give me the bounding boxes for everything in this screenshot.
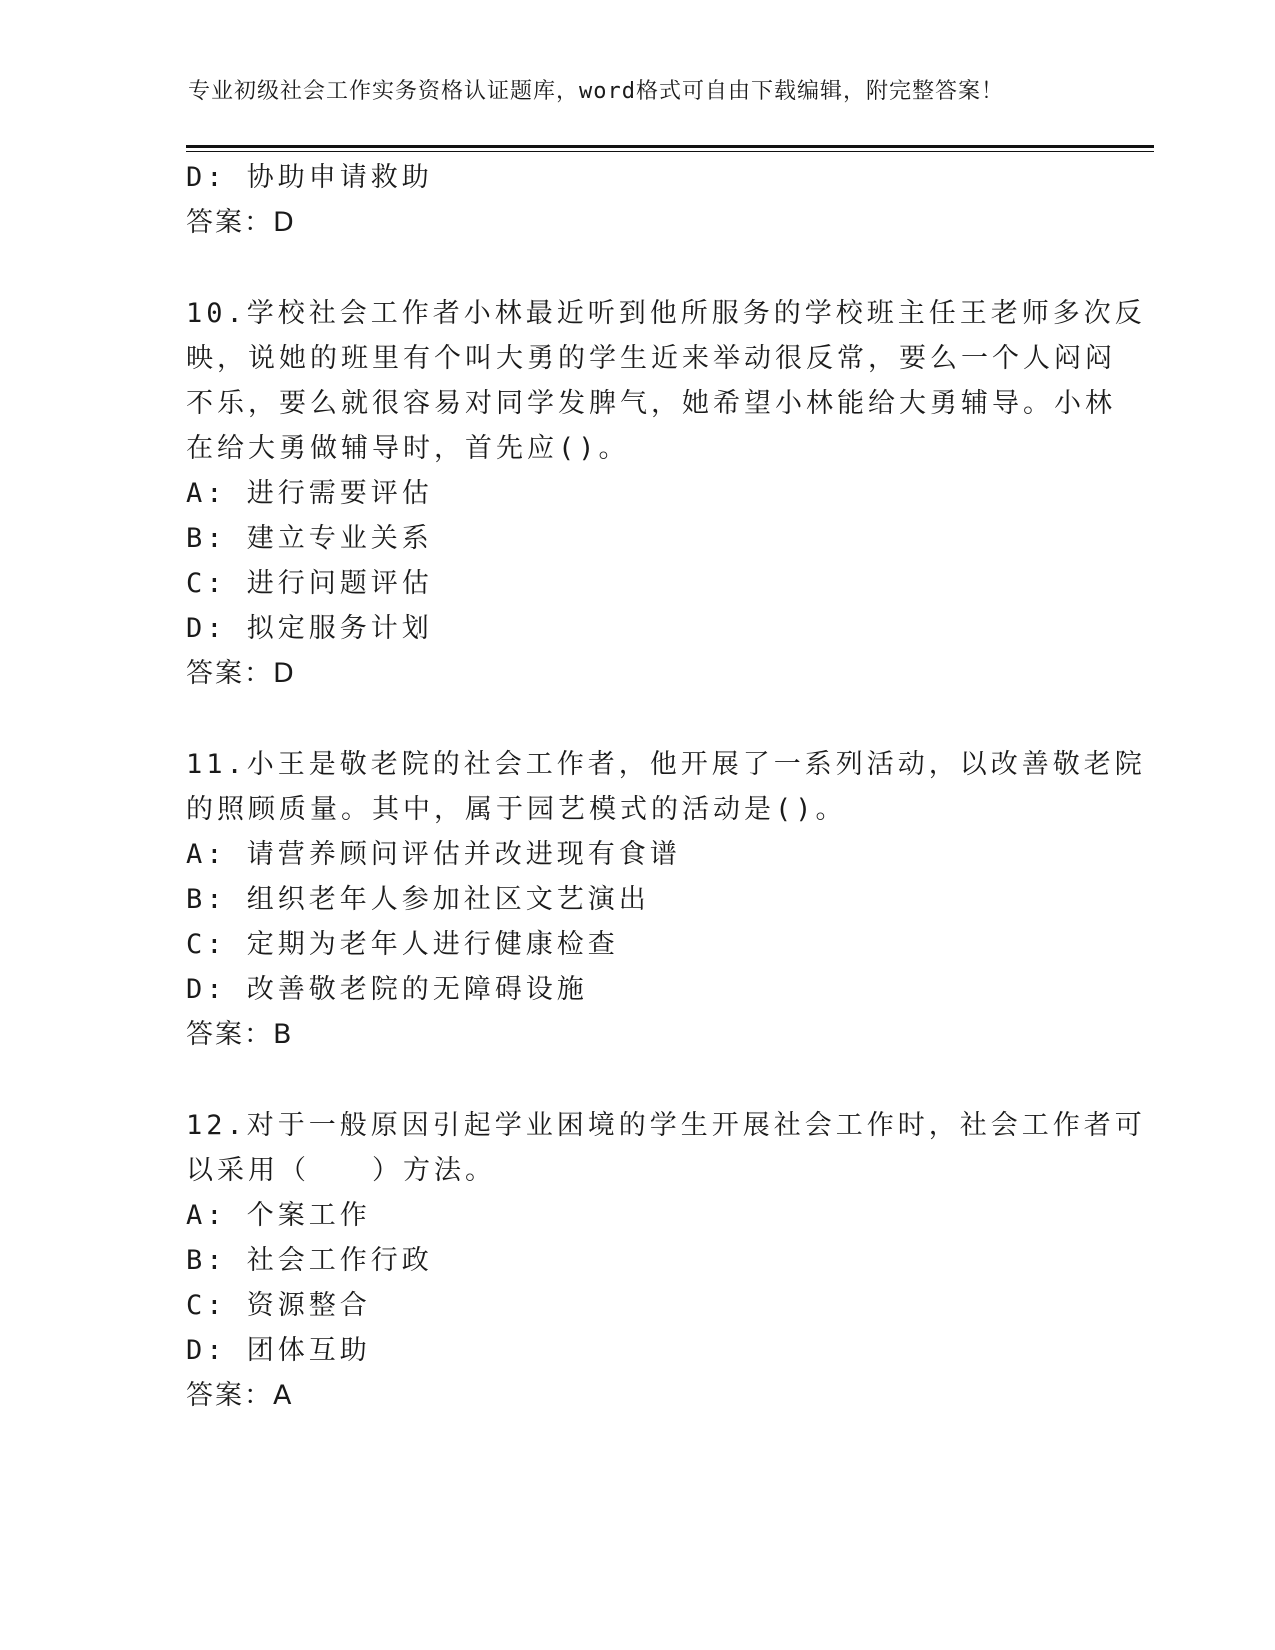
question-stem-line: 12.对于一般原因引起学业困境的学生开展社会工作时，社会工作者可 (186, 1110, 1146, 1141)
question-stem-line: 以采用（ ）方法。 (186, 1155, 496, 1186)
question-stem-line: 映，说她的班里有个叫大勇的学生近来举动很反常，要么一个人闷闷 (186, 343, 1116, 374)
option-b: B: 社会工作行政 (186, 1245, 433, 1276)
option-d: D: 改善敬老院的无障碍设施 (186, 974, 588, 1005)
option-d: D: 拟定服务计划 (186, 613, 433, 644)
answer-line: 答案：D (186, 207, 296, 238)
question-stem-line: 11.小王是敬老院的社会工作者，他开展了一系列活动，以改善敬老院 (186, 749, 1146, 780)
option-b: B: 组织老年人参加社区文艺演出 (186, 884, 650, 915)
option-c: C: 资源整合 (186, 1290, 371, 1321)
question-stem-line: 10.学校社会工作者小林最近听到他所服务的学校班主任王老师多次反 (186, 298, 1146, 329)
document-body (186, 155, 1146, 1418)
option-c: C: 进行问题评估 (186, 568, 433, 599)
option-a: A: 请营养顾问评估并改进现有食谱 (186, 839, 681, 870)
option-b: B: 建立专业关系 (186, 523, 433, 554)
option-a: A: 个案工作 (186, 1200, 371, 1231)
page-header: 专业初级社会工作实务资格认证题库，word格式可自由下载编辑，附完整答案！ (188, 79, 1004, 104)
answer-line: 答案：A (186, 1380, 294, 1411)
question-11 (186, 742, 1146, 1057)
option-c: C: 定期为老年人进行健康检查 (186, 929, 619, 960)
option-d: D: 协助申请救助 (186, 162, 433, 193)
answer-line: 答案：D (186, 658, 296, 689)
answer-line: 答案：B (186, 1019, 294, 1050)
previous-question-tail (186, 155, 1066, 245)
question-stem-line: 的照顾质量。其中，属于园艺模式的活动是()。 (186, 794, 847, 825)
header-rule-thin (186, 151, 1154, 152)
question-12 (186, 1103, 1146, 1418)
question-stem-line: 在给大勇做辅导时，首先应()。 (186, 433, 630, 464)
option-d: D: 团体互助 (186, 1335, 371, 1366)
header-rule-thick (186, 145, 1154, 148)
question-stem-line: 不乐，要么就很容易对同学发脾气，她希望小林能给大勇辅导。小林 (186, 388, 1116, 419)
question-10 (186, 291, 1146, 696)
option-a: A: 进行需要评估 (186, 478, 433, 509)
